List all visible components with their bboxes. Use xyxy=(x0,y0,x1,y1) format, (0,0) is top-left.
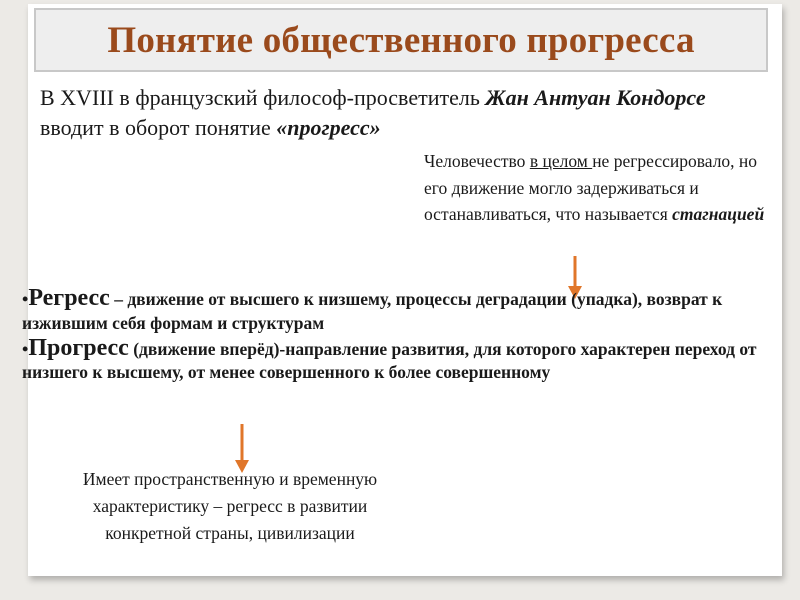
bullet-regress xyxy=(22,287,782,336)
intro-text-1: В XVIII в французский философ-просветитель xyxy=(40,85,486,110)
regress-definition: – движение от высшего к низшему, процессы деградации (упадка), возврат к изжившим себя формам и структурам xyxy=(22,289,723,333)
stagnation-note xyxy=(424,148,774,228)
bullet-marker: • xyxy=(22,289,29,309)
note-text-2: не регрессировало, но его движение могло задерживаться и останавливаться, что называется xyxy=(424,151,758,224)
bottom-note: Имеет пространственную и временную характеристику – регресс в развитии конкретной страны, цивилизации xyxy=(82,469,378,543)
note-term: стагнацией xyxy=(672,204,765,224)
progress-term: Прогресс xyxy=(28,335,129,361)
note-text-1: Человечество xyxy=(424,151,530,171)
bullet-progress xyxy=(22,335,782,384)
regress-term: Регресс xyxy=(28,285,110,311)
intro-name: Жан Антуан Кондорсе xyxy=(485,85,706,110)
progress-definition: (движение вперёд)-направление развития, для которого характерен переход от низшего к высшему, от менее совершенного к более совершенному xyxy=(22,339,757,382)
intro-paragraph xyxy=(40,83,760,143)
intro-term: «прогресс» xyxy=(276,115,381,140)
bullet-marker: • xyxy=(22,339,29,359)
page-title: Понятие общественного прогресса xyxy=(107,19,695,61)
intro-text-2: вводит в оборот понятие xyxy=(40,115,277,140)
note-underlined: в целом xyxy=(529,151,593,171)
title-box xyxy=(34,8,768,72)
